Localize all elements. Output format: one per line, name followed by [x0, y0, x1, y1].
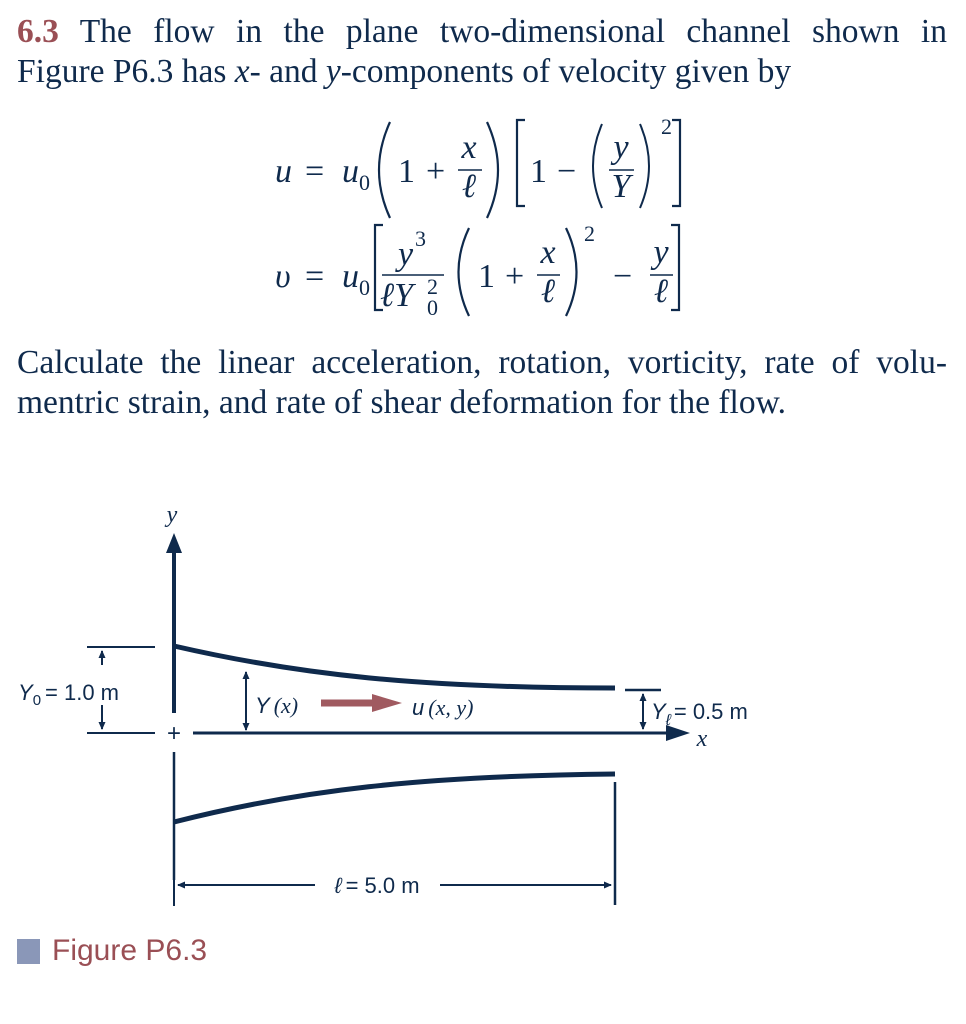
Yl-label: $Y_\ell = 0.5$ m: [651, 699, 748, 729]
eq-u-one: 1: [398, 153, 415, 190]
Yx-dimension: [246, 672, 298, 730]
eq-v-minus: −: [613, 258, 633, 295]
question-line-1: Calculate the linear acceleration, rotation, vorticity, rate of volu-: [17, 344, 947, 381]
eq-u-frac1-num: x: [461, 129, 477, 166]
velocity-equations: [250, 110, 730, 330]
y-axis-label: y: [166, 502, 178, 528]
intro-mid: - and: [249, 53, 326, 90]
eq-u-frac2-num: y: [613, 129, 629, 166]
eq-v-frac3-den: ℓ: [653, 273, 669, 310]
eq-u-lhs: u: [275, 153, 292, 190]
length-dimension: [174, 866, 611, 906]
intro-y-var: y: [325, 53, 341, 90]
y-axis-arrowhead-icon: [166, 533, 182, 553]
eq-u-exp: 2: [661, 114, 672, 139]
eq-u-one2: 1: [530, 153, 547, 190]
Yl-dimension: [625, 690, 748, 729]
question-line-2: mentric strain, and rate of shear deformation for the flow.: [17, 384, 786, 421]
eq-v-frac3-num: y: [653, 234, 669, 271]
Y0-dimension: [18, 647, 155, 733]
eq-v-exp: 2: [584, 221, 595, 246]
eq-u-frac1-den: ℓ: [461, 168, 477, 205]
eq-u-plus: +: [426, 153, 446, 190]
figure-caption: [17, 934, 207, 968]
Y0-label: $Y_0 = 1.0$ m: [18, 680, 120, 709]
flow-arrow-icon: [321, 694, 402, 712]
problem-intro: [17, 12, 947, 92]
eq-v-frac1-num: y: [398, 236, 414, 273]
intro-line-2-prefix: Figure P6.3 has: [17, 53, 235, 90]
length-label: ℓ = 5.0 m: [334, 873, 420, 898]
eq-u-coef-sub: 0: [359, 170, 370, 195]
y-axis: [165, 502, 182, 713]
eq-v-coef: u: [342, 258, 359, 295]
eq-v-lhs: υ: [275, 258, 291, 295]
eq-u-minus: −: [557, 153, 577, 190]
x-axis: [193, 725, 708, 752]
eq-u-frac2-den: Y: [611, 168, 631, 205]
Yx-label: Y (x): [255, 693, 299, 718]
x-axis-label: x: [696, 726, 708, 752]
lower-wall: [174, 774, 615, 822]
upper-wall: [174, 646, 615, 688]
eq-v-plus: +: [505, 258, 525, 295]
eq-v-frac2-den: ℓ: [540, 273, 556, 310]
origin-mark: +: [166, 720, 182, 747]
eq-v-frac1-den-sup: 2: [427, 274, 438, 299]
eq-u-equals: =: [305, 153, 325, 190]
eq-v-frac1-num-exp: 3: [415, 226, 426, 251]
caption-label: Figure P6.3: [52, 934, 208, 967]
eq-v-coef-sub: 0: [359, 275, 370, 300]
problem-question: [17, 343, 947, 423]
eq-v-frac1-den-sub: 0: [427, 295, 438, 320]
intro-suffix: -components of velocity given by: [340, 53, 792, 90]
intro-line-1: The flow in the plane two-dimensional channel shown in: [79, 13, 947, 50]
eq-v-frac1-den: ℓY: [380, 277, 414, 314]
caption-square-icon: [17, 939, 40, 964]
eq-u-coef: u: [342, 153, 359, 190]
eq-v-frac2-num: x: [540, 234, 556, 271]
eq-v-one: 1: [478, 258, 495, 295]
u-label: u (x, y): [412, 695, 474, 720]
channel-figure: [0, 480, 966, 920]
eq-v-equals: =: [305, 258, 325, 295]
intro-x-var: x: [234, 53, 250, 90]
problem-number: 6.3: [17, 13, 59, 50]
